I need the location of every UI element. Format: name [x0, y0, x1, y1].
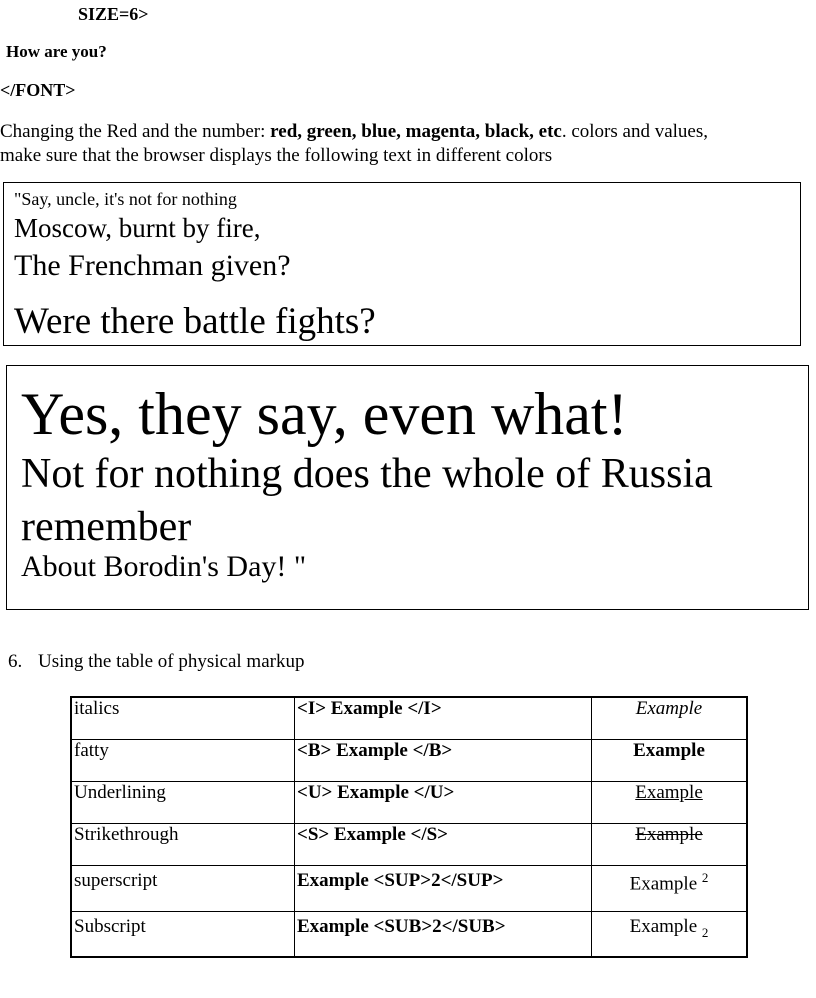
instruction-color-list: red, green, blue, magenta, black, etc — [270, 121, 562, 142]
table-row — [71, 823, 747, 865]
italic-example: Example — [635, 698, 703, 719]
size-attribute-line: SIZE=6> — [78, 4, 149, 24]
underline-example: Example — [635, 781, 703, 803]
poem-box-1 — [3, 182, 801, 346]
poem-line: About Borodin's Day! " — [21, 550, 307, 583]
poem-line: The Frenchman given? — [14, 249, 291, 282]
markup-example-cell — [592, 823, 748, 865]
table-row — [71, 781, 747, 823]
markup-name-cell: Underlining — [71, 781, 295, 823]
table-row — [71, 697, 747, 739]
markup-example-cell — [592, 739, 748, 781]
table-row — [71, 865, 747, 911]
poem-line: Moscow, burnt by fire, — [14, 213, 261, 243]
markup-name-cell: fatty — [71, 739, 295, 781]
markup-example-cell — [592, 911, 748, 957]
markup-name-cell: italics — [71, 697, 295, 739]
poem-box-2 — [6, 365, 809, 610]
poem-line: Yes, they say, even what! — [21, 381, 628, 447]
table-row — [71, 739, 747, 781]
markup-code-cell: Example <SUP>2</SUP> — [295, 865, 592, 911]
list-item-text: Using the table of physical markup — [38, 651, 305, 672]
markup-code-cell: <B> Example </B> — [295, 739, 592, 781]
markup-name-cell: superscript — [71, 865, 295, 911]
superscript-example: Example — [629, 872, 702, 894]
font-close-tag-line: </FONT> — [0, 80, 76, 100]
list-item-6 — [8, 651, 304, 673]
poem-line: Not for nothing does the whole of Russia — [21, 451, 713, 497]
markup-name-cell: Subscript — [71, 911, 295, 957]
markup-example-cell — [592, 697, 748, 739]
markup-code-cell: <U> Example </U> — [295, 781, 592, 823]
strikethrough-example: Example — [635, 823, 703, 845]
list-item-number: 6. — [8, 651, 23, 672]
poem-line: "Say, uncle, it's not for nothing — [14, 189, 237, 209]
markup-example-cell — [592, 781, 748, 823]
markup-code-cell: <I> Example </I> — [295, 697, 592, 739]
poem-line: remember — [21, 504, 192, 550]
physical-markup-table — [70, 696, 748, 958]
bold-example: Example — [633, 739, 705, 761]
how-are-you-line: How are you? — [6, 42, 107, 61]
subscript-value: 2 — [701, 924, 709, 940]
poem-line: Were there battle fights? — [14, 301, 376, 342]
instruction-paragraph — [0, 120, 708, 168]
subscript-example: Example — [629, 915, 702, 937]
markup-code-cell: Example <SUB>2</SUB> — [295, 911, 592, 957]
table-row — [71, 911, 747, 957]
superscript-value: 2 — [701, 869, 709, 885]
instruction-text-end: . colors and values, — [561, 121, 708, 142]
markup-name-cell: Strikethrough — [71, 823, 295, 865]
markup-example-cell — [592, 865, 748, 911]
markup-code-cell: <S> Example </S> — [295, 823, 592, 865]
instruction-text-line2: make sure that the browser displays the following text in different colors — [0, 145, 553, 166]
instruction-text-start: Changing the Red and the number: — [0, 121, 271, 142]
